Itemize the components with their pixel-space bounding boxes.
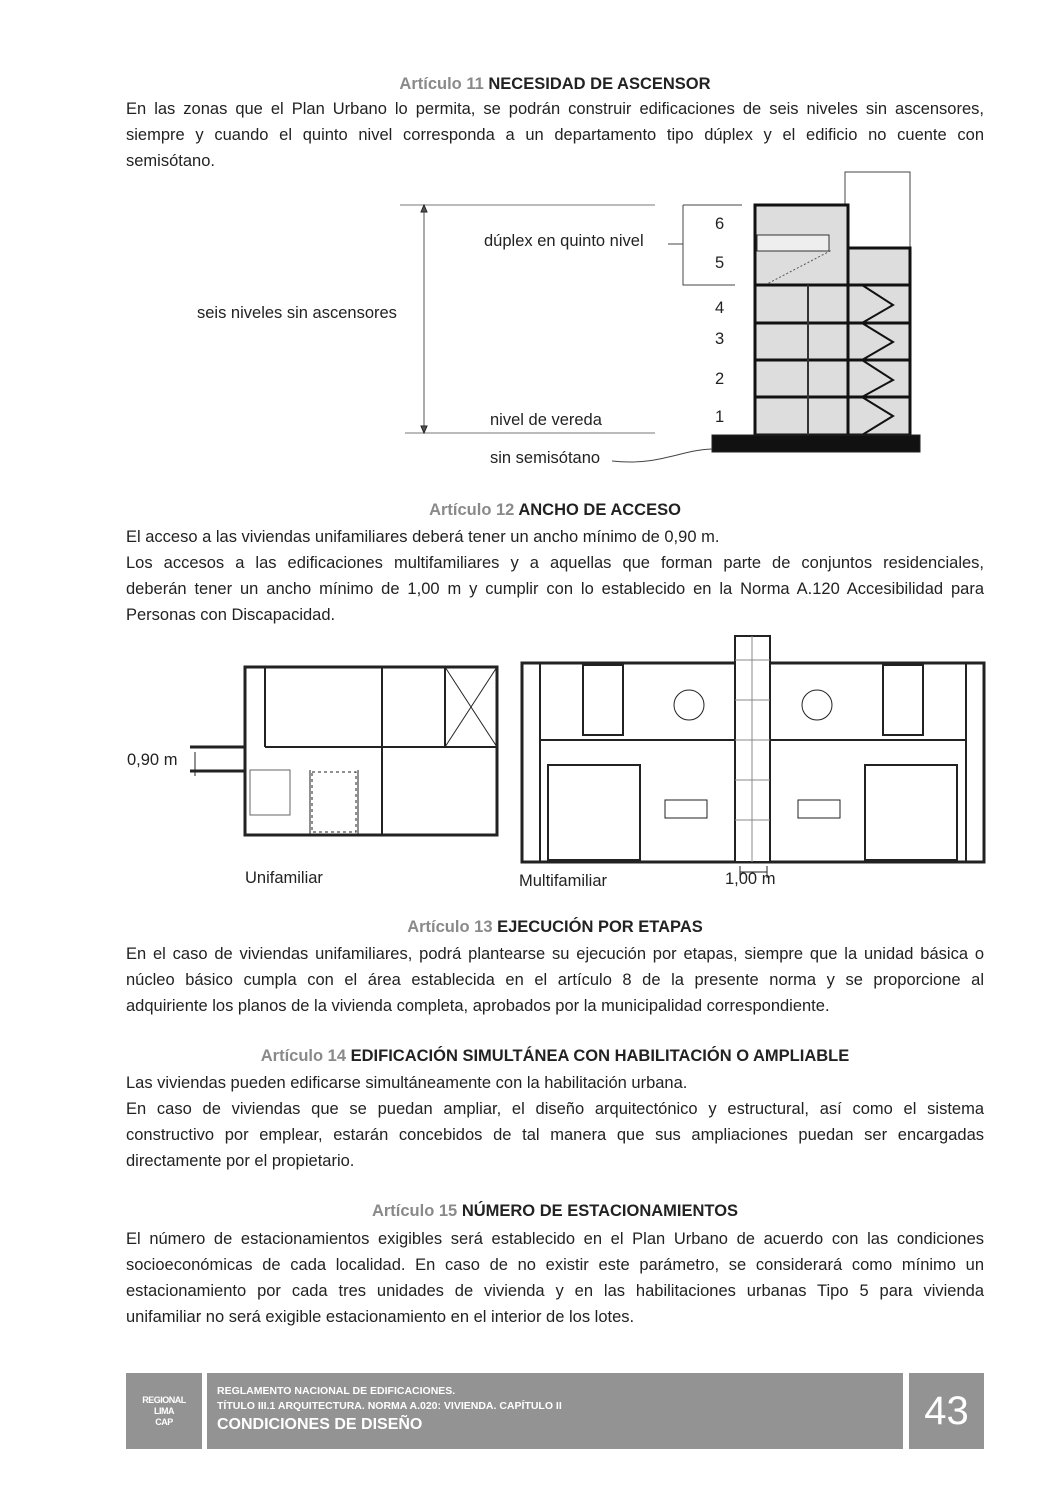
label-unifamiliar: Unifamiliar xyxy=(245,869,323,887)
dimension-100: 1,00 m xyxy=(725,870,776,888)
article-13-text: En el caso de viviendas unifamiliares, podrá plantearse su ejecución por etapas, siempre que la unidad básica o núcleo básico cumpla con el área establecida en el artículo 8 de la presente norma y se proporcione al adquiriente los planos de la vivienda completa, aprobados por la municipalidad correspondiente. xyxy=(126,945,984,1015)
article-12-text: El acceso a las viviendas unifamiliares deberá tener un ancho mínimo de 0,90 m. Los accesos a las edificaciones multifamiliares y a aquellas que forman parte de conjuntos residenciales, deberán tener un ancho mínimo de 1,00 m y cumplir con lo establecido en la Norma A.120 Accesibilidad para Personas con Discapacidad. xyxy=(126,528,984,624)
level-3: 3 xyxy=(715,330,725,348)
article-14-heading: Artículo 14 EDIFICACIÓN SIMULTÁNEA CON HABILITACIÓN O AMPLIABLE xyxy=(260,1047,850,1065)
footer-org-box: REGIONAL LIMA CAP xyxy=(126,1373,202,1449)
label-multifamiliar: Multifamiliar xyxy=(519,872,608,890)
footer-title-box: REGLAMENTO NACIONAL DE EDIFICACIONES. TÍTULO III.1 ARQUITECTURA. NORMA A.020: VIVIENDA. CAPÍTULO II CONDICIONES DE DISEÑO xyxy=(207,1373,903,1449)
article-11-heading: Artículo 11 NECESIDAD DE ASCENSOR xyxy=(399,75,711,93)
building-section-diagram xyxy=(400,172,920,462)
article-15-heading: Artículo 15 NÚMERO DE ESTACIONAMIENTOS xyxy=(371,1202,739,1220)
article-11-text: En las zonas que el Plan Urbano lo permita, se podrán construir edificaciones de seis niveles sin ascensores, siempre y cuando el quinto nivel corresponda a un departamento tipo dúplex y el edificio no cuente con semisótano. xyxy=(126,100,984,170)
label-sidewalk-level: nivel de vereda xyxy=(490,411,602,429)
label-duplex: dúplex en quinto nivel xyxy=(484,232,644,250)
level-1: 1 xyxy=(715,408,725,426)
level-6: 6 xyxy=(715,215,725,233)
article-15-text: El número de estacionamientos exigibles será establecido en el Plan Urbano de acuerdo con las condiciones socioeconómicas de cada localidad. En caso de no existir este parámetro, se considerará como mínimo un estacionamiento por cada tres unidades de vivienda y en las habilitaciones urbanas Tipo 5 para vivienda unifamiliar no será exigible estacionamiento en el interior de los lotes. xyxy=(126,1230,984,1326)
page-number: 43 xyxy=(909,1373,984,1449)
level-4: 4 xyxy=(715,299,725,317)
label-six-levels: seis niveles sin ascensores xyxy=(197,304,397,322)
floor-plans-diagram xyxy=(190,636,984,878)
article-13-heading: Artículo 13 EJECUCIÓN POR ETAPAS xyxy=(407,918,703,936)
label-no-semibasement: sin semisótano xyxy=(490,449,601,467)
article-14-text: Las viviendas pueden edificarse simultáneamente con la habilitación urbana. En caso de viviendas que se puedan ampliar, el diseño arquitectónico y estructural, así como el sistema constructivo por emplear, estarán concebidos de tal manera que sus ampliaciones puedan ser encargadas directamente por el propietario. xyxy=(126,1074,984,1170)
level-5: 5 xyxy=(715,254,725,272)
level-2: 2 xyxy=(715,370,725,388)
dimension-090: 0,90 m xyxy=(127,751,178,769)
article-12-heading: Artículo 12 ANCHO DE ACCESO xyxy=(429,501,681,519)
